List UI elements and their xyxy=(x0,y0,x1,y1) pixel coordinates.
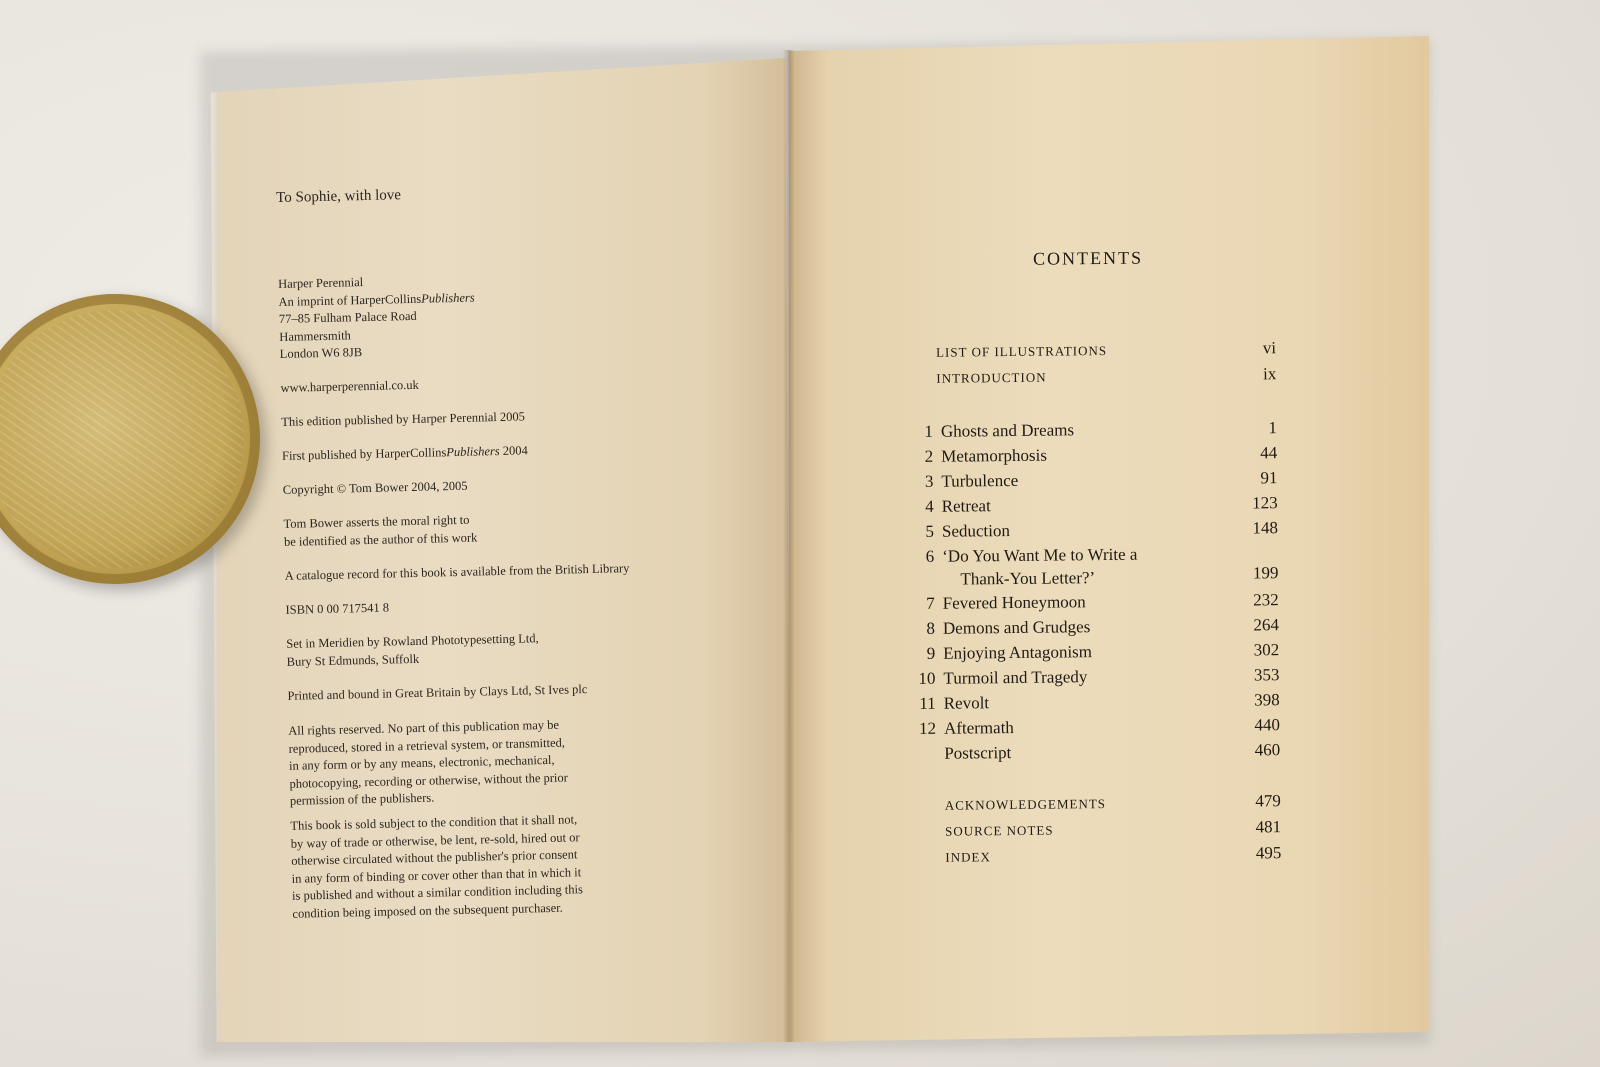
toc-row xyxy=(920,690,1280,718)
toc-row xyxy=(920,740,1280,768)
address-line: Hammersmith xyxy=(279,327,351,344)
toc-title: ACKNOWLEDGEMENTS xyxy=(944,796,1107,813)
sale-condition-notice: This book is sold subject to the condition that it shall not, by way of trade or otherwise, be lent, re-sold, hired out or otherwise circulated without the publisher's prior consent in any form of binding or cover other than that in which it is published and without a similar condition including this condition being imposed on the subsequent purchaser. xyxy=(290,812,584,921)
toc-page-number: vi xyxy=(1262,338,1277,358)
chapter-number: 3 xyxy=(924,471,934,491)
toc-title: INTRODUCTION xyxy=(936,369,1047,386)
chapter-title: Turbulence xyxy=(941,470,1019,491)
chapter-title: Enjoying Antagonism xyxy=(943,642,1093,663)
toc-page-number: 232 xyxy=(1253,590,1279,610)
chapter-number: 2 xyxy=(924,446,934,466)
chapter-number: 4 xyxy=(925,496,934,516)
toc-page-number: 148 xyxy=(1252,518,1279,538)
chapter-title-continued: Thank-You Letter?’ xyxy=(960,568,1096,589)
chapter-title: Metamorphosis xyxy=(941,445,1048,466)
chapter-title: Revolt xyxy=(943,693,990,713)
first-published-note: First published by HarperCollinsPublishers 2004 xyxy=(281,443,528,463)
chapter-title: Fevered Honeymoon xyxy=(942,592,1086,613)
publisher-website: www.harperperennial.co.uk xyxy=(280,377,419,395)
address-line: Harper Perennial xyxy=(277,275,364,291)
publisher-address xyxy=(278,272,476,364)
toc-page-number: 302 xyxy=(1253,640,1280,660)
address-line: 77–85 Fulham Palace Road xyxy=(278,308,417,326)
toc-page-number: ix xyxy=(1262,364,1277,384)
toc-page-number: 479 xyxy=(1255,791,1281,811)
rights-notice: All rights reserved. No part of this publication may be reproduced, stored in a retrieval system, or transmitted, in any form or by any means, electronic, mechanical, photocopying, recording or otherwise, without the prior permission of the publishers. xyxy=(288,717,568,808)
chapter-title: Turmoil and Tragedy xyxy=(943,667,1088,688)
toc-row xyxy=(918,493,1278,521)
toc-page-number: 44 xyxy=(1260,443,1278,463)
edition-note: This edition published by Harper Perennial 2005 xyxy=(281,409,526,429)
catalogue-note: A catalogue record for this book is available from the British Library xyxy=(284,561,630,583)
toc-page-number: 1 xyxy=(1268,418,1277,438)
toc-page-number: 353 xyxy=(1253,665,1280,685)
toc-row xyxy=(921,843,1281,871)
toc-row xyxy=(918,543,1278,595)
chapter-number: 10 xyxy=(918,668,936,688)
chapter-title: Retreat xyxy=(941,496,991,516)
toc-row xyxy=(919,590,1279,618)
toc-row xyxy=(921,791,1281,819)
printed-note: Printed and bound in Great Britain by Clays Ltd, St Ives plc xyxy=(287,682,588,703)
copyright-notice: Copyright © Tom Bower 2004, 2005 xyxy=(282,478,468,497)
toc-row xyxy=(920,715,1280,743)
chapter-number: 8 xyxy=(926,618,936,638)
toc-row xyxy=(916,364,1276,392)
toc-row xyxy=(917,418,1277,446)
chapter-number: 9 xyxy=(926,643,936,663)
chapter-title: Seduction xyxy=(941,521,1011,541)
isbn: ISBN 0 00 717541 8 xyxy=(285,600,390,617)
toc-row xyxy=(916,338,1276,366)
chapter-title: Aftermath xyxy=(943,717,1014,738)
chapter-title: Postscript xyxy=(944,743,1012,763)
toc-page-number: 199 xyxy=(1252,563,1279,583)
toc-row xyxy=(921,817,1281,845)
chapter-number: 6 xyxy=(925,546,935,566)
chapter-number: 11 xyxy=(919,693,936,713)
chapter-number: 12 xyxy=(918,718,937,738)
toc-title: SOURCE NOTES xyxy=(945,822,1054,839)
toc-title: INDEX xyxy=(945,849,991,865)
chapter-number: 5 xyxy=(925,521,935,541)
contents-page xyxy=(915,246,1281,870)
toc-page-number: 440 xyxy=(1254,715,1281,735)
toc-page-number: 398 xyxy=(1254,690,1280,710)
toc-row xyxy=(919,615,1279,643)
toc-page-number: 495 xyxy=(1255,843,1282,863)
address-line: London W6 8JB xyxy=(279,345,363,361)
moral-right-notice: Tom Bower asserts the moral right to be identified as the author of this work xyxy=(283,512,478,549)
dedication: To Sophie, with love xyxy=(276,187,402,206)
toc-row xyxy=(919,665,1279,693)
toc-row xyxy=(919,640,1279,668)
chapter-title: Ghosts and Dreams xyxy=(940,420,1075,441)
toc-row xyxy=(917,468,1277,496)
toc-title: LIST OF ILLUSTRATIONS xyxy=(935,342,1108,360)
typesetting-note: Set in Meridien by Rowland Phototypesetting Ltd, Bury St Edmunds, Suffolk xyxy=(286,631,539,669)
chapter-number: 7 xyxy=(926,593,935,613)
toc-page-number: 123 xyxy=(1252,493,1278,513)
toc-page-number: 264 xyxy=(1253,615,1280,635)
toc-page-number: 481 xyxy=(1255,817,1282,837)
chapter-title: ‘Do You Want Me to Write a xyxy=(942,544,1138,566)
address-line: An imprint of HarperCollinsPublishers xyxy=(278,290,475,309)
toc-row xyxy=(918,518,1278,546)
book-gutter xyxy=(783,50,795,1042)
chapter-title: Demons and Grudges xyxy=(942,617,1091,638)
contents-heading: CONTENTS xyxy=(1032,247,1144,269)
toc-row xyxy=(917,443,1277,471)
chapter-number: 1 xyxy=(924,421,933,441)
toc-page-number: 91 xyxy=(1260,468,1278,488)
toc-page-number: 460 xyxy=(1254,740,1281,760)
